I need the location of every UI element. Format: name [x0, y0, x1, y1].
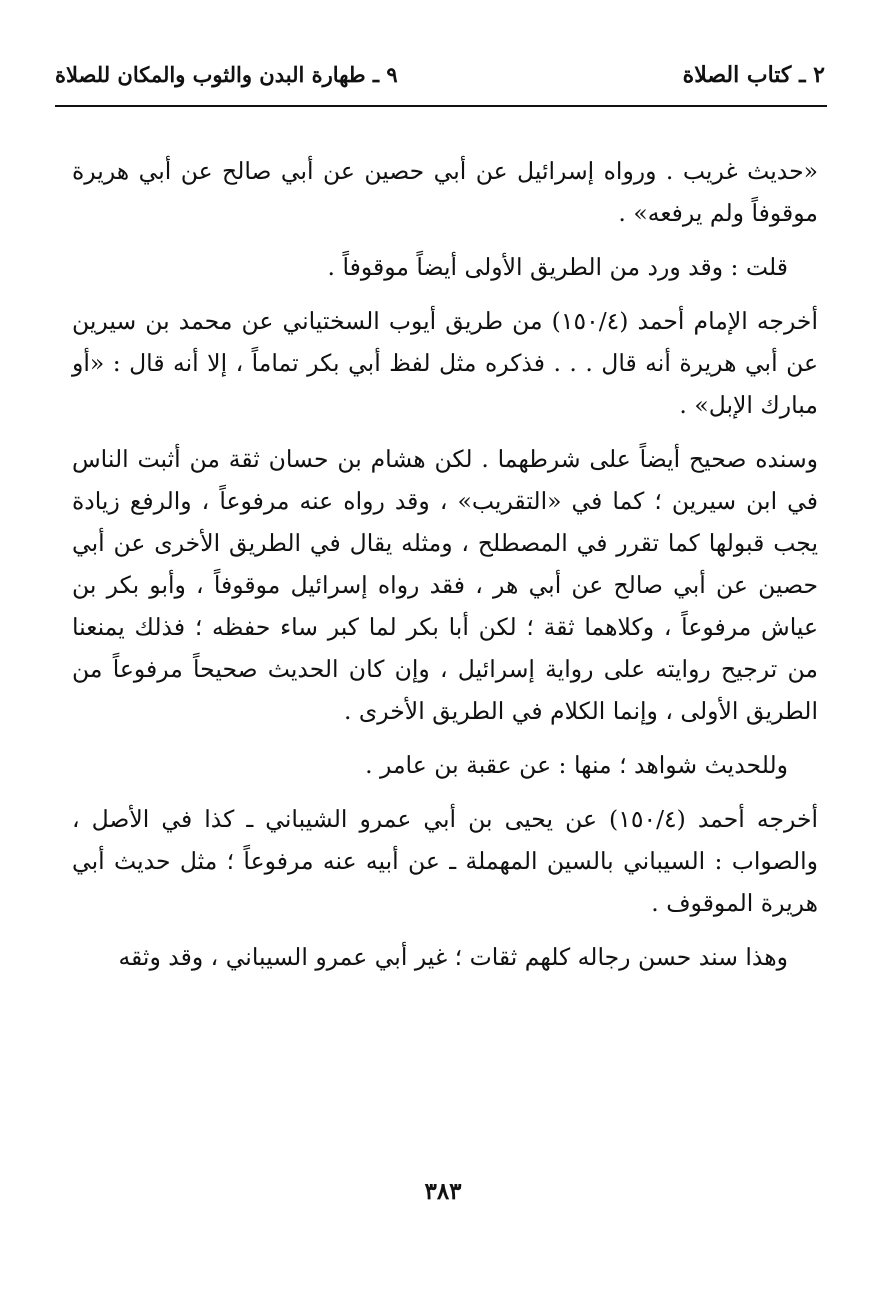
paragraph: وهذا سند حسن رجاله كلهم ثقات ؛ غير أبي عمرو السيباني ، وقد وثقه [118, 943, 788, 971]
paragraph: قلت : وقد ورد من الطريق الأولى أيضاً موقوفاً . [327, 253, 788, 281]
paragraph: «حديث غريب . ورواه إسرائيل عن أبي حصين عن أبي صالح عن أبي هريرة موقوفاً ولم يرفعه» . [72, 157, 818, 227]
header-divider [55, 105, 827, 107]
paragraph: أخرجه الإمام أحمد (١٥٠/٤) من طريق أيوب السختياني عن محمد بن سيرين عن أبي هريرة أنه قال . . . فذكره مثل لفظ أبي بكر تماماً ، إلا أنه قال : «أو مبارك الإبل» . [72, 307, 818, 419]
paragraph: وسنده صحيح أيضاً على شرطهما . لكن هشام بن حسان ثقة من أثبت الناس في ابن سيرين ؛ كما في «التقريب» ، وقد رواه عنه مرفوعاً ، والرفع زيادة يجب قبولها كما تقرر في المصطلح ، ومثله يقال في الطريق الأخرى عن أبي حصين عن أبي صالح عن أبي هر ، فقد رواه إسرائيل موقوفاً ، وأبو بكر بن عياش مرفوعاً ، وكلاهما ثقة ؛ لكن أبا بكر لما كبر ساء حفظه ؛ فذلك يمنعنا من ترجيح روايته على رواية إسرائيل ، وإن كان الحديث صحيحاً مرفوعاً من الطريق الأولى ، وإنما الكلام في الطريق الأخرى . [72, 445, 818, 725]
chapter-title: ٢ ـ كتاب الصلاة [682, 62, 825, 88]
section-title: ٩ ـ طهارة البدن والثوب والمكان للصلاة [55, 62, 398, 87]
main-text [72, 150, 818, 990]
paragraph: وللحديث شواهد ؛ منها : عن عقبة بن عامر . [365, 751, 788, 779]
page-number: ٣٨٣ [424, 1178, 462, 1205]
paragraph: أخرجه أحمد (١٥٠/٤) عن يحيى بن أبي عمرو الشيباني ـ كذا في الأصل ، والصواب : السيباني بالسين المهملة ـ عن أبيه عنه مرفوعاً ؛ مثل حديث أبي هريرة الموقوف . [72, 805, 819, 917]
running-header [55, 58, 825, 94]
